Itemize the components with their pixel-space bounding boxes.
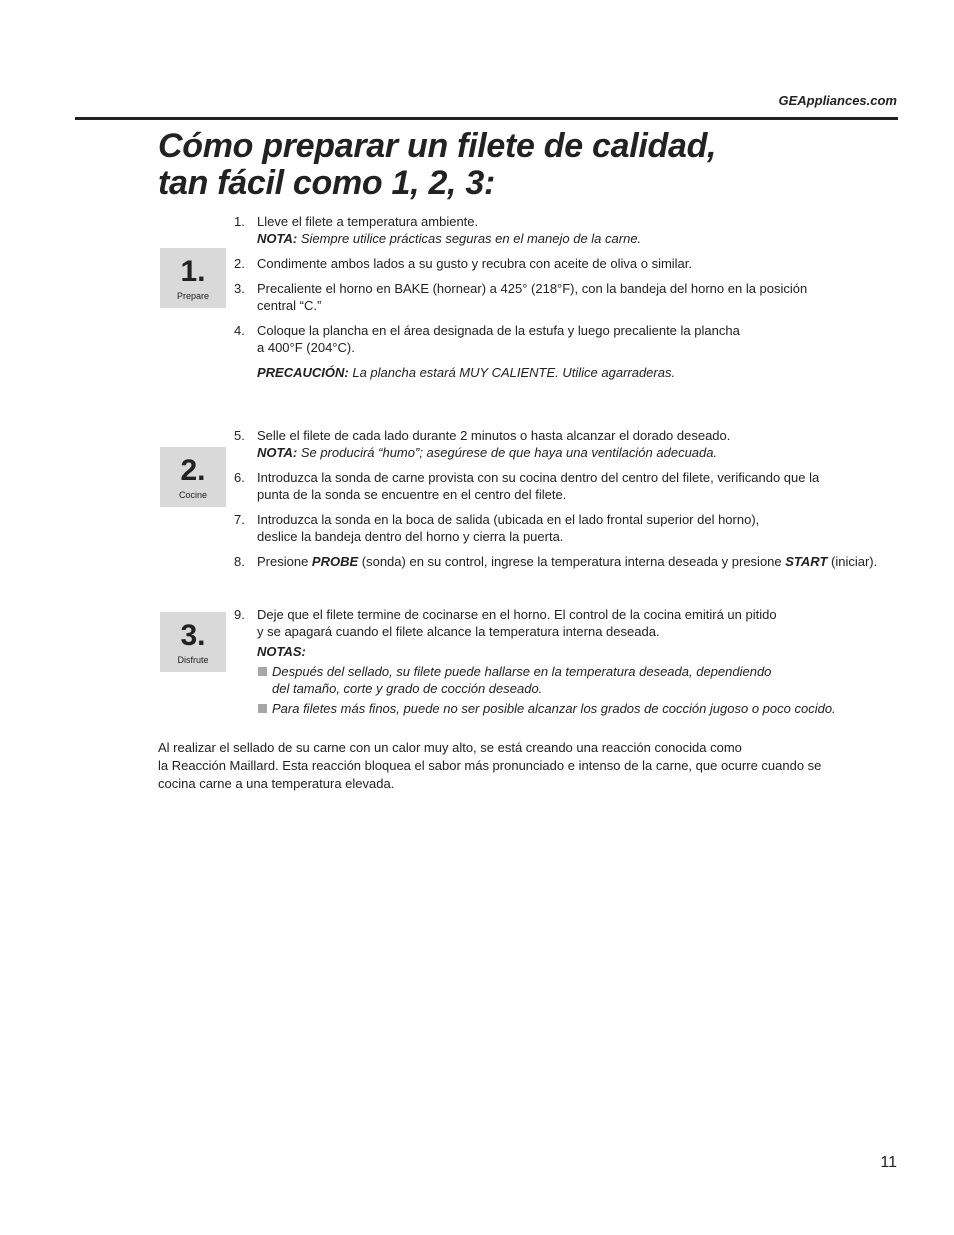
paragraph-line-3: cocina carne a una temperatura elevada. [158, 776, 395, 791]
step-2 [230, 255, 880, 272]
maillard-paragraph [158, 739, 878, 793]
step-number: 9. [234, 607, 245, 622]
start-key-label: START [785, 554, 828, 569]
note-item-line-1: Después del sellado, su filete puede hallarse en la temperatura deseada, dependiendo [272, 664, 772, 679]
step-badge-prepare [160, 248, 226, 308]
step-note [257, 444, 880, 461]
step-8 [230, 553, 880, 570]
step-number: 7. [234, 512, 245, 527]
header-rule [75, 117, 898, 120]
step-text-mid: (sonda) en su control, ingrese la temperatura interna deseada y presione [358, 554, 786, 569]
step-3 [230, 280, 880, 314]
site-url: GEAppliances.com [778, 93, 897, 108]
square-bullet-icon [258, 667, 267, 676]
step-text-line-2: punta de la sonda se encuentre en el centro del filete. [257, 487, 567, 502]
note-item [257, 663, 880, 697]
page-title-line-1: Cómo preparar un filete de calidad, [158, 127, 717, 165]
step-text-line-2: y se apagará cuando el filete alcance la temperatura interna deseada. [257, 624, 660, 639]
square-bullet-icon [258, 704, 267, 713]
step-text: Condimente ambos lados a su gusto y recubra con aceite de oliva o similar. [257, 256, 693, 271]
note-item [257, 700, 880, 717]
step-4 [230, 322, 880, 381]
step-badge-number: 3. [180, 619, 206, 652]
step-9 [230, 606, 880, 717]
step-7 [230, 511, 880, 545]
note-item-line-1: Para filetes más finos, puede no ser posible alcanzar los grados de cocción jugoso o poco cocido. [272, 701, 836, 716]
page-title-line-2: tan fácil como 1, 2, 3: [158, 164, 495, 202]
note-text: Siempre utilice prácticas seguras en el manejo de la carne. [297, 231, 642, 246]
note-label: NOTA: [257, 231, 298, 246]
step-badge-label: Disfrute [177, 655, 209, 665]
paragraph-line-2: la Reacción Maillard. Esta reacción bloquea el sabor más pronunciado e intenso de la carne, que ocurre cuando se [158, 758, 822, 773]
step-text-line-1: Deje que el filete termine de cocinarse en el horno. El control de la cocina emitirá un pitido [257, 607, 777, 622]
caution-note [257, 364, 880, 381]
step-text-line-2: central “C.” [257, 298, 322, 313]
caution-text: La plancha estará MUY CALIENTE. Utilice agarraderas. [348, 365, 676, 380]
note-text: Se producirá “humo”; asegúrese de que haya una ventilación adecuada. [297, 445, 718, 460]
step-text-post: (iniciar). [827, 554, 878, 569]
step-badge-label: Prepare [176, 291, 210, 301]
notes-list [257, 663, 880, 717]
step-text: Lleve el filete a temperatura ambiente. [257, 214, 479, 229]
step-number: 8. [234, 554, 245, 569]
step-badge-number: 2. [180, 454, 206, 487]
step-text-line-2: deslice la bandeja dentro del horno y cierra la puerta. [257, 529, 564, 544]
step-note [257, 230, 880, 247]
step-text-line-1: Introduzca la sonda de carne provista con su cocina dentro del centro del filete, verificando que la [257, 470, 820, 485]
step-5 [230, 427, 880, 461]
caution-label: PRECAUCIÓN: [257, 365, 349, 380]
step-text: Selle el filete de cada lado durante 2 minutos o hasta alcanzar el dorado deseado. [257, 428, 731, 443]
step-6 [230, 469, 880, 503]
page-number: 11 [880, 1154, 897, 1171]
step-number: 1. [234, 214, 245, 229]
step-text-line-2: a 400°F (204°C). [257, 340, 355, 355]
step-text-line-1: Coloque la plancha en el área designada de la estufa y luego precaliente la plancha [257, 323, 740, 338]
step-text-line-1: Precaliente el horno en BAKE (hornear) a 425° (218°F), con la bandeja del horno en la posición [257, 281, 808, 296]
step-badge-enjoy [160, 612, 226, 672]
step-text-pre: Presione [257, 554, 312, 569]
page-title [158, 128, 716, 202]
step-1 [230, 213, 880, 247]
step-number: 6. [234, 470, 245, 485]
note-item-line-2: del tamaño, corte y grado de cocción deseado. [272, 681, 543, 696]
step-badge-label: Cocine [178, 490, 207, 500]
step-number: 4. [234, 323, 245, 338]
step-text-line-1: Introduzca la sonda en la boca de salida (ubicada en el lado frontal superior del horno), [257, 512, 760, 527]
step-number: 5. [234, 428, 245, 443]
step-number: 2. [234, 256, 245, 271]
step-badge-cook [160, 447, 226, 507]
step-badge-number: 1. [180, 255, 206, 288]
note-label: NOTA: [257, 445, 298, 460]
paragraph-line-1: Al realizar el sellado de su carne con un calor muy alto, se está creando una reacción conocida como [158, 740, 742, 755]
steps-list [230, 213, 880, 720]
step-number: 3. [234, 281, 245, 296]
notes-label: NOTAS: [257, 644, 306, 659]
probe-key-label: PROBE [311, 554, 359, 569]
